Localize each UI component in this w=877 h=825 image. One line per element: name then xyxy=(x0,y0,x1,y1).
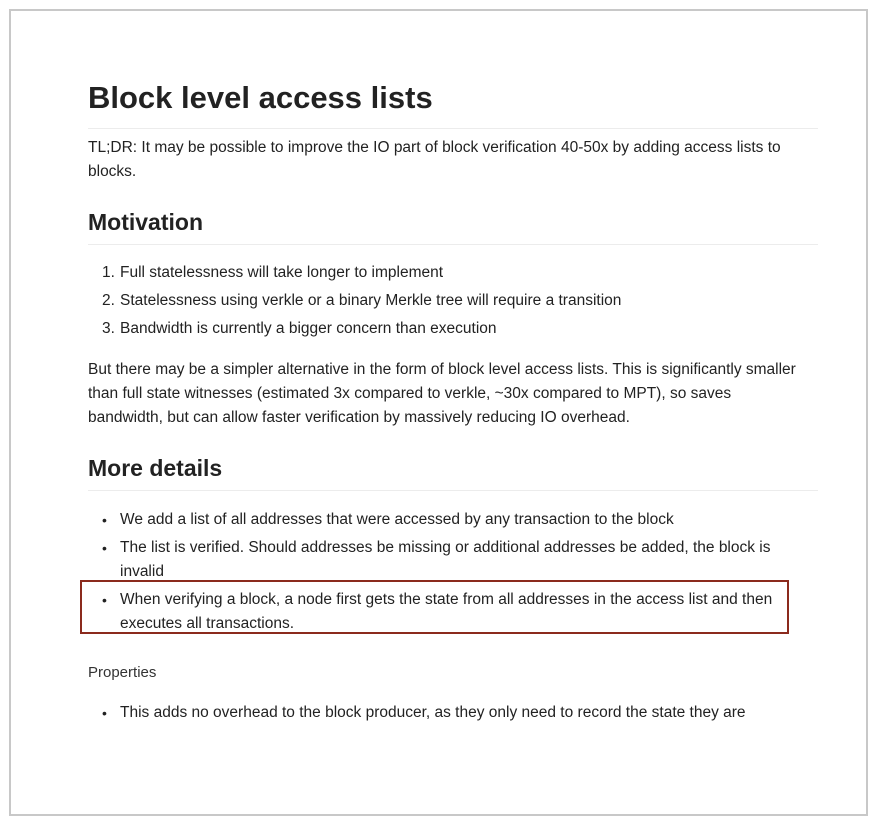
motivation-paragraph: But there may be a simpler alternative in the form of block level access lists. This is significantly smaller than full state witnesses (estimated 3x compared to verkle, ~30x compared to MPT), so saves bandwidth, but can allow faster verification by massively reducing IO overhead. xyxy=(88,361,796,426)
list-item-text: Full statelessness will take longer to implement xyxy=(120,264,444,281)
motivation-list xyxy=(88,261,818,345)
list-item xyxy=(88,508,810,532)
list-item xyxy=(88,317,810,341)
motivation-heading: Motivation xyxy=(88,207,818,245)
tldr-paragraph: TL;DR: It may be possible to improve the IO part of block verification 40-50x by adding access lists to blocks. xyxy=(88,139,781,180)
list-item-highlighted xyxy=(88,588,810,636)
document-frame xyxy=(9,9,868,816)
list-item-text: Bandwidth is currently a bigger concern than execution xyxy=(120,320,497,337)
list-item-text: Statelessness using verkle or a binary Merkle tree will require a transition xyxy=(120,292,622,309)
list-number: 3. xyxy=(102,320,115,337)
list-item xyxy=(88,536,810,584)
list-item-text: This adds no overhead to the block producer, as they only need to record the state they are xyxy=(120,704,746,721)
list-item xyxy=(88,261,810,285)
properties-list xyxy=(88,701,818,729)
bullet-icon: • xyxy=(102,705,107,721)
more-details-heading: More details xyxy=(88,453,818,491)
list-number: 2. xyxy=(102,292,115,309)
list-number: 1. xyxy=(102,264,115,281)
page-title: Block level access lists xyxy=(88,77,818,129)
details-list xyxy=(88,508,818,640)
list-item-text: We add a list of all addresses that were accessed by any transaction to the block xyxy=(120,511,674,528)
list-item xyxy=(88,701,810,725)
bullet-icon: • xyxy=(102,512,107,528)
list-item-text: When verifying a block, a node first gets the state from all addresses in the access list and then executes all transactions. xyxy=(120,591,773,632)
list-item-text: The list is verified. Should addresses be missing or additional addresses be added, the block is invalid xyxy=(120,539,771,580)
properties-label: Properties xyxy=(88,664,157,681)
bullet-icon: • xyxy=(102,540,107,556)
bullet-icon: • xyxy=(102,592,107,608)
list-item xyxy=(88,289,810,313)
